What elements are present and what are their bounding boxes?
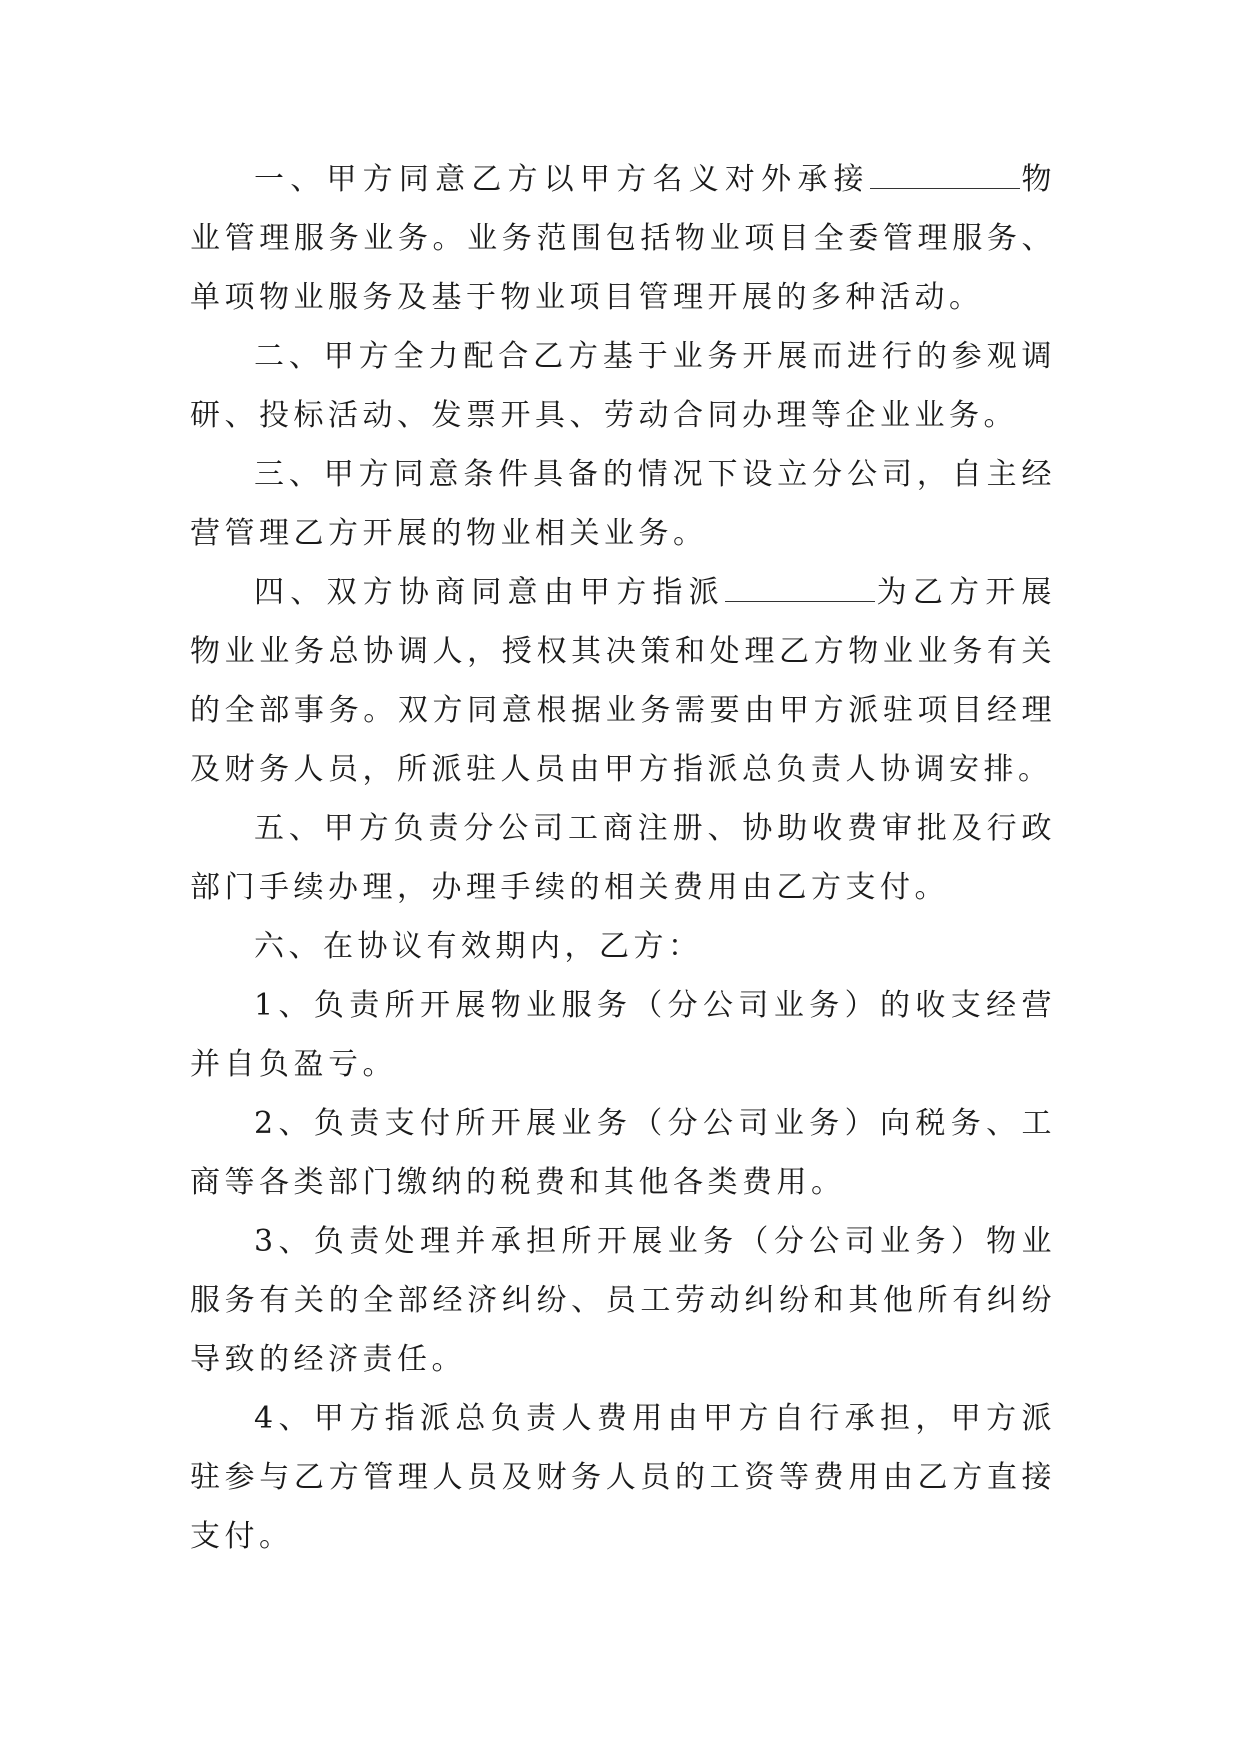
blank-coordinator-name [725,575,875,602]
clause-1 [190,150,1056,327]
clause-4 [190,563,1056,799]
clause-5: 五、甲方负责分公司工商注册、协助收费审批及行政部门手续办理，办理手续的相关费用由乙方支付。 [190,811,1056,905]
clause-6-item-3: 3、负责处理并承担所开展业务（分公司业务）物业服务有关的全部经济纠纷、员工劳动纠纷和其他所有纠纷导致的经济责任。 [190,1224,1056,1377]
clause-6-item-2: 2、负责支付所开展业务（分公司业务）向税务、工商等各类部门缴纳的税费和其他各类费用。 [190,1106,1056,1200]
clause-6-item-1: 1、负责所开展物业服务（分公司业务）的收支经营并自负盈亏。 [190,988,1056,1082]
blank-project-name [870,162,1020,189]
clause-4-after: 为乙方开展物业业务总协调人，授权其决策和处理乙方物业业务有关的全部事务。双方同意根据业务需要由甲方派驻项目经理及财务人员，所派驻人员由甲方指派总负责人协调安排。 [190,575,1057,787]
document-page [190,150,1056,1566]
clause-2: 二、甲方全力配合乙方基于业务开展而进行的参观调研、投标活动、发票开具、劳动合同办理等企业业务。 [190,339,1056,433]
clause-6-item-4: 4、甲方指派总负责人费用由甲方自行承担，甲方派驻参与乙方管理人员及财务人员的工资等费用由乙方直接支付。 [190,1401,1056,1554]
clause-1-before: 一、甲方同意乙方以甲方名义对外承接 [254,162,870,197]
clause-1-after: 物业管理服务业务。业务范围包括物业项目全委管理服务、单项物业服务及基于物业项目管理开展的多种活动。 [190,162,1057,315]
clause-4-before: 四、双方协商同意由甲方指派 [254,575,725,610]
clause-3: 三、甲方同意条件具备的情况下设立分公司，自主经营管理乙方开展的物业相关业务。 [190,457,1056,551]
clause-6: 六、在协议有效期内，乙方： [254,929,703,964]
